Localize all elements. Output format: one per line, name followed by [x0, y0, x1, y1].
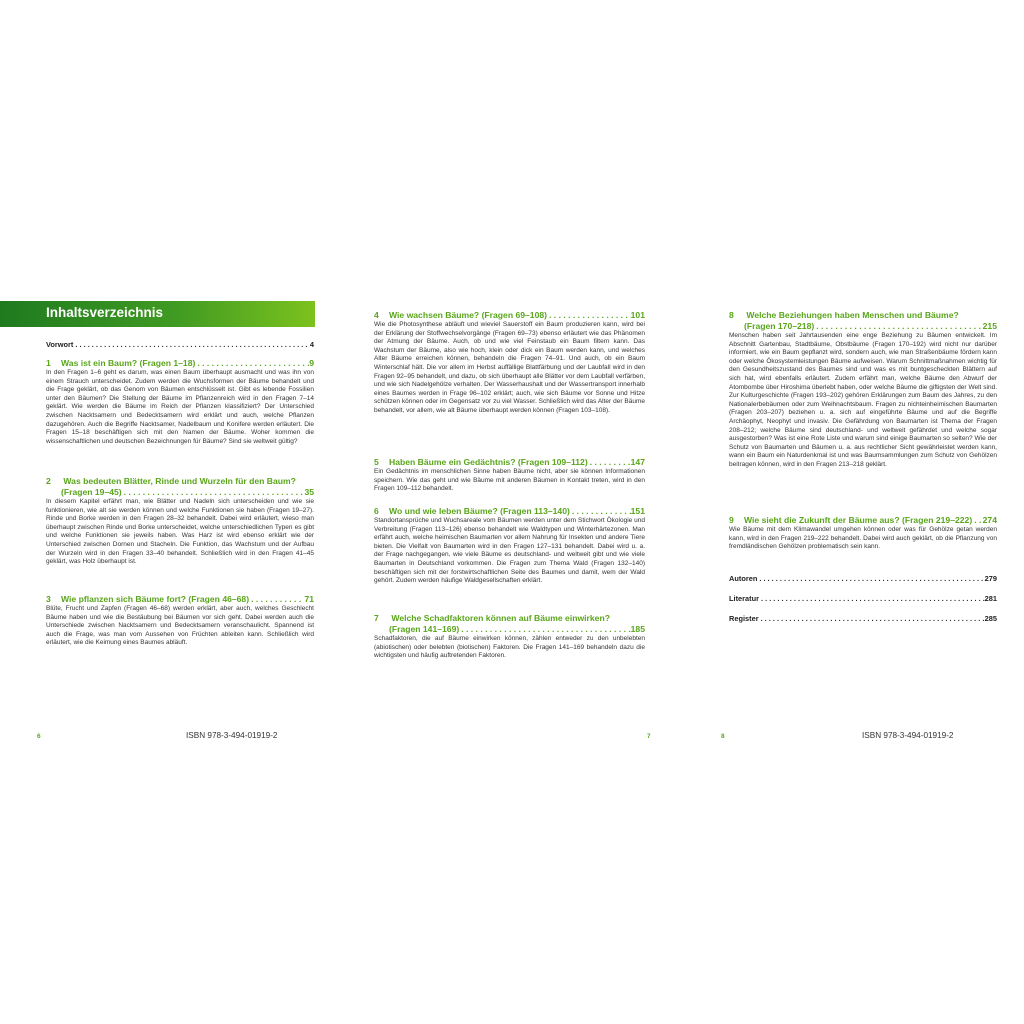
dot-leader	[570, 506, 631, 517]
section-number: 3	[46, 594, 51, 604]
section-title: Was bedeuten Blätter, Rinde und Wurzeln für den Baum?	[63, 476, 296, 486]
section-description: Ein Gedächtnis im menschlichen Sinne haben Bäume nicht, aber sie können Informationen speichern. Wie das geht und wie Bäume mit anderen Bäumen in Kontakt treten, wird in den Fragen 109–112 behandelt.	[374, 468, 645, 493]
section-title: Welche Beziehungen haben Menschen und Bäume?	[746, 310, 959, 320]
section-description: In diesem Kapitel erfährt man, wie Blätter und Nadeln sich unterscheiden und wie sie funktionieren, wie alt sie werden können und welche Funktionen sie haben (Fragen 19–27). Rinde und Borke werden in den Fragen 28–32 behandelt. Dabei wird erläutert, wieso man überhaupt zwischen Rinde und Borke unterscheidet, welche unterschiedlichen Typen es gibt und welche Funktionen sie jeweils haben. Was Harz ist wird ebenso erklärt wie der Unterschied zwischen Dornen und Stacheln. Die Funktion, das Wachstum und der Aufbau der Wurzeln wird in den Fragen 33–40 behandelt. Schließlich wird in den Fragen 41–45 geklärt, was Holz überhaupt ist.	[46, 498, 314, 566]
dot-leader	[547, 310, 631, 321]
isbn-left: ISBN 978-3-494-01919-2	[186, 731, 278, 740]
dot-leader	[588, 457, 631, 468]
toc-entry-register[interactable]	[729, 613, 997, 624]
page-number-left: 6	[37, 733, 41, 740]
toc-title-banner	[0, 301, 315, 327]
toc-entry-page: 279	[984, 574, 997, 583]
section-title: Welche Schadfaktoren können auf Bäume einwirken?	[391, 613, 610, 623]
section-title-cont: (Fragen 141–169)	[389, 624, 460, 634]
section-title: Wo und wie leben Bäume? (Fragen 113–140)	[389, 506, 570, 516]
section-page: 215	[982, 321, 997, 331]
toc-section-1[interactable]	[46, 358, 314, 446]
toc-entry-page: 4	[309, 340, 314, 349]
section-number: 1	[46, 358, 51, 368]
isbn-right: ISBN 978-3-494-01919-2	[862, 731, 954, 740]
dot-leader	[814, 321, 982, 332]
section-page: 101	[630, 310, 645, 320]
toc-section-2[interactable]	[46, 476, 314, 567]
toc-section-4[interactable]	[374, 310, 645, 416]
dot-leader	[73, 339, 310, 350]
section-number: 8	[729, 310, 734, 320]
section-description: Standortansprüche und Wuchsareale vom Bäumen werden unter dem Stichwort Ökologie und Verbreitung (Fragen 113–126) ebenso behandelt wie Waldtypen und Winterhärtezonen. Man erfährt auch, welche heimischen Baumarten vor allem Nahrung für Insekten und andere Tiere bieten. Die Vielfalt von Baumarten wird in den Fragen 127–131 behandelt. Dabei wird u. a. der Frage nachgegangen, wie viele Bäume es deutschland- und weltweit gibt und wie viele Baumarten in Deutschland vorkommen. Die Fragen zum Thema Wald (Fragen 132–140) beschäftigen sich mit der forstwirtschaftlichen Seite des Baumes und damit, wem der Wald gehört. Zudem werden häufige Waldgesellschaften erklärt.	[374, 517, 645, 585]
toc-section-7[interactable]	[374, 613, 645, 661]
toc-entry-page: 285	[984, 614, 997, 623]
toc-entry-label: Literatur	[729, 594, 759, 603]
toc-entry-vorwort[interactable]	[46, 339, 314, 350]
toc-entry-label: Autoren	[729, 574, 758, 583]
section-number: 6	[374, 506, 379, 516]
page-number-middle: 7	[647, 733, 651, 740]
toc-section-8[interactable]	[729, 310, 997, 470]
dot-leader	[195, 358, 309, 369]
toc-entry-literatur[interactable]	[729, 593, 997, 604]
section-description: Wie Bäume mit dem Klimawandel umgehen können oder was für Gehölze getan werden kann, wird in den Fragen 219–222 behandelt. Dabei wird auch geklärt, ob die Pflanzung von fremdländischen Gehölzen problematisch sein kann.	[729, 526, 997, 551]
section-description: Schadfaktoren, die auf Bäume einwirken können, zählen entweder zu den unbelebten (abiotischen) oder belebten (biotischen) Faktoren. Die Fragen 141–169 behandeln dazu die wichtigsten und häufig auftretenden Faktoren.	[374, 635, 645, 660]
dot-leader	[122, 487, 305, 498]
section-number: 4	[374, 310, 379, 320]
toc-entry-page: 281	[984, 594, 997, 603]
dot-leader	[759, 593, 985, 604]
page-number-right: 8	[721, 733, 725, 740]
toc-section-9[interactable]	[729, 515, 997, 552]
section-page: 151	[630, 506, 645, 516]
page-title: Inhaltsverzeichnis	[46, 305, 164, 320]
section-title: Wie pflanzen sich Bäume fort? (Fragen 46–68)	[61, 594, 250, 604]
section-page: 147	[630, 457, 645, 467]
toc-entry-label: Vorwort	[46, 340, 74, 349]
section-description: In den Fragen 1–6 geht es darum, was einen Baum überhaupt ausmacht und was ihn von einem Strauch unterscheidet. Zudem werden die Wuchsformen der Bäume behandelt und die Frage geklärt, ob das Genom von Bäumen entschlüsselt ist. Gibt es lebende Fossilien unter den Bäumen? Die Stellung der Bäume im Pflanzenreich wird in den Fragen 7–14 geklärt. Wie werden die Bäume im Reich der Pflanzen klassifiziert? Der Unterschied zwischen Nacktsamern und Bedecktsamern wird erklärt und auch, welche Pflanzen dazugehören. Auch die Begriffe Nacktsamer, Nadelbaum und Konifere werden erläutert. Die Fragen 15–18 beschäftigen sich mit den Namen der Bäume. Woher kommen die wissenschaftlichen und deutschen Bezeichnungen für Bäume? Sind sie weltweit gültig?	[46, 369, 314, 445]
dot-leader	[972, 515, 982, 526]
section-title: Haben Bäume ein Gedächtnis? (Fragen 109–112)	[389, 457, 588, 467]
section-number: 2	[46, 476, 51, 486]
section-page: 35	[304, 487, 314, 497]
toc-section-5[interactable]	[374, 457, 645, 494]
toc-entry-autoren[interactable]	[729, 573, 997, 584]
section-title: Wie sieht die Zukunft der Bäume aus? (Fragen 219–222)	[744, 515, 973, 525]
dot-leader	[249, 594, 304, 605]
section-title: Was ist ein Baum? (Fragen 1–18)	[61, 358, 196, 368]
section-description: Menschen haben seit Jahrtausenden eine enge Beziehung zu Bäumen entwickelt. Im Abschnitt Gartenbau, Stadtbäume, Obstbäume (Fragen 170–192) wird nicht nur darüber informiert, wie ein Baum gepflanzt wird, sondern auch, wie man Straßenbäume fördern kann oder welche Ökosystemleistungen Bäume aufweisen. Warum Schnittmaßnahmen wichtig für den Gesundheitszustand des Baumes sind und was es mit buntgescheckten Blättern auf sich hat, wird ebenfalls erläutert. Zudem erfährt man, welche Bäume den Abwurf der Atombombe über Hiroshima überlebt haben, oder welche Bäume die giftigsten der Welt sind. Zur Kulturgeschichte (Fragen 193–202) gehören Erklärungen zum Baum des Jahres, zu den Nationalerbebäumen oder zum Weihnachtsbaum. Fragen zu nichteinheimischen Baumarten (Fragen 203–207) beziehen u. a. sich auf eingeführte Bäume und auf die Begriffe Archäophyt, Neophyt und invasiv. Die Gefährdung von Baumarten ist Thema der Fragen 208–212; welche Bäume sind deutschland- und weltweit gefährdet und welche sogar ausgestorben? Was ist eine Rote Liste und warum sind einige Baumarten so selten? Wie der Schutz von Baumarten und Bäumen u. a. aus rechtlicher Sicht gewährleistet werden kann, wann ein Baum ein Naturdenkmal ist und was Baumsammlungen zum Schutz von Gehölzen beitragen können, wird in den Fragen 213–218 geklärt.	[729, 332, 997, 468]
section-description: Wie die Photosynthese abläuft und wieviel Sauerstoff ein Baum produzieren kann, wird bei der Erklärung der Stoffwechselvorgänge (Fragen 69–73) ebenso erläutert wie das Phänomen der Atmung der Bäume. Auch, ob und wie viel Feinstaub ein Baum filtern kann. Das Wachstum der Bäume, also wie hoch, klein oder dick ein Baum werden kann, und welches Alter Bäume erreichen können, behandeln die Fragen 74–91. Und auch, ob ein Baum Winterschlaf hält. Die vor allem im Herbst auffällige Blattfärbung und der Laubfall wird in den Fragen 92–95 behandelt, und dazu, ob sich überhaupt alle Blätter vor dem Laubfall verfärben, und wie sich Nadelgehölze verhalten. Der Wasserhaushalt und der Wassertransport innerhalb eines Baumes werden in Frage 96–102 erklärt; auch, wie sich Bäume vor Sonne und Hitze schützen können oder im Gegensatz vor zu viel Wasser. Schließlich wird das Alter der Bäume behandelt, vor allem, wie alt Bäume überhaupt werden können (Fragen 103–108).	[374, 321, 645, 414]
section-title-cont: (Fragen 19–45)	[61, 487, 122, 497]
toc-section-3[interactable]	[46, 594, 314, 648]
section-number: 7	[374, 613, 379, 623]
section-page: 185	[630, 624, 645, 634]
dot-leader	[757, 573, 984, 584]
toc-section-6[interactable]	[374, 506, 645, 586]
section-title-cont: (Fragen 170–218)	[744, 321, 815, 331]
section-page: 274	[982, 515, 997, 525]
section-number: 5	[374, 457, 379, 467]
section-page: 71	[304, 594, 314, 604]
section-title: Wie wachsen Bäume? (Fragen 69–108)	[389, 310, 548, 320]
toc-entry-label: Register	[729, 614, 759, 623]
section-description: Blüte, Frucht und Zapfen (Fragen 46–68) werden erklärt, aber auch, welches Geschlecht Bäume haben und wie die Bestäubung bei Bäumen vor sich geht. Dabei werden auch die Unterschiede zwischen Nacktsamern und Bedecktsamern veranschaulicht. Spannend ist auch die Frage, was man vom Aussehen von Früchten ableiten kann. Schließlich wird erläutert, wie die Keimung eines Baumes abläuft.	[46, 605, 314, 647]
dot-leader	[759, 613, 985, 624]
section-page: 9	[309, 358, 314, 368]
section-number: 9	[729, 515, 734, 525]
dot-leader	[459, 624, 630, 635]
